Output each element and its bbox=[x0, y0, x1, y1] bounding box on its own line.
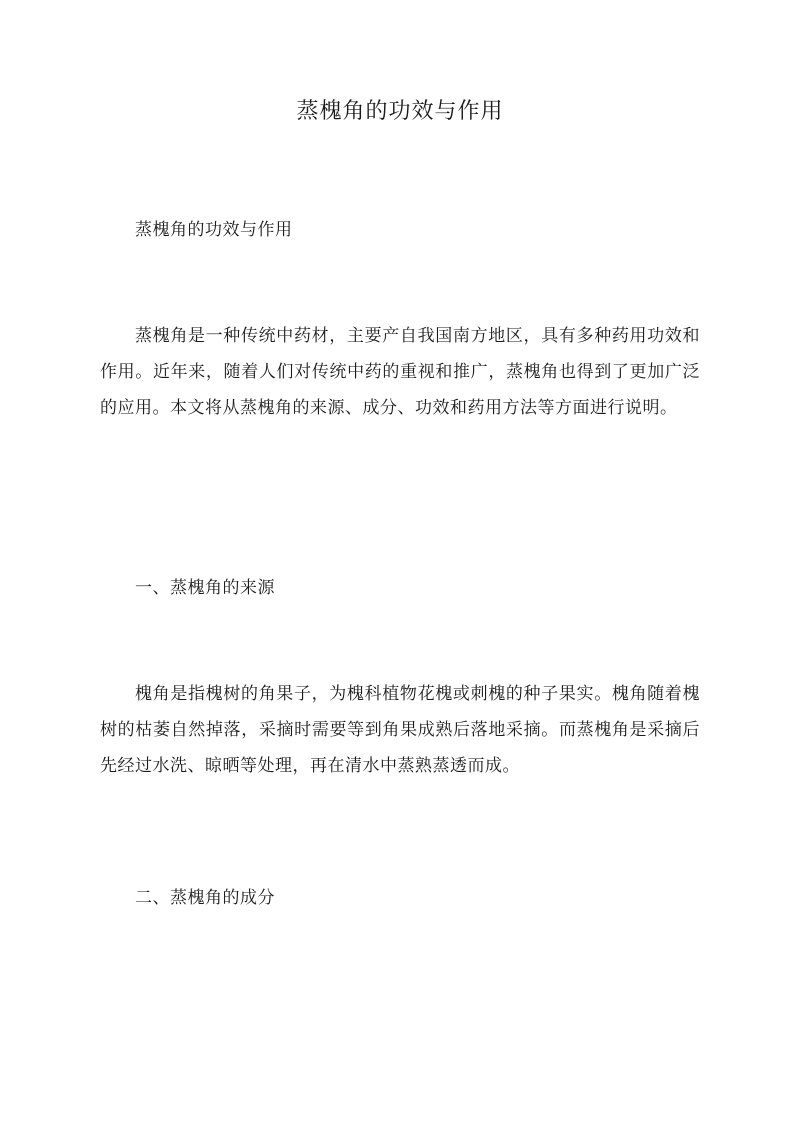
section-heading-components: 二、蒸槐角的成分 bbox=[135, 888, 275, 908]
section-heading-source: 一、蒸槐角的来源 bbox=[135, 578, 275, 598]
subtitle-line: 蒸槐角的功效与作用 bbox=[135, 220, 293, 240]
intro-paragraph: 蒸槐角是一种传统中药材，主要产自我国南方地区，具有多种药用功效和作用。近年来，随着人们对传统中药的重视和推广，蒸槐角也得到了更加广泛的应用。本文将从蒸槐角的来源、成分、功效和药用方法等方面进行说明。 bbox=[100, 326, 700, 418]
section-body-source: 槐角是指槐树的角果子，为槐科植物花槐或刺槐的种子果实。槐角随着槐树的枯萎自然掉落，采摘时需要等到角果成熟后落地采摘。而蒸槐角是采摘后先经过水洗、晾晒等处理，再在清水中蒸熟蒸透而成。 bbox=[100, 684, 700, 776]
document-title: 蒸槐角的功效与作用 bbox=[296, 99, 504, 124]
